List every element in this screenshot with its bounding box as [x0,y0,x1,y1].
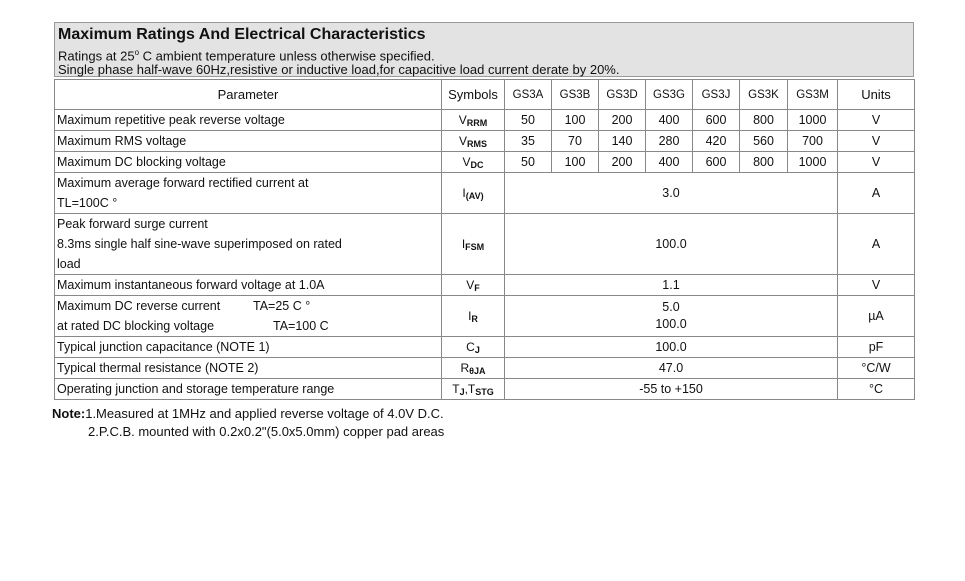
col-parameter: Parameter [55,80,442,110]
col-part: GS3A [505,80,552,110]
table-row [55,337,915,358]
col-part: GS3K [740,80,788,110]
col-part: GS3G [646,80,693,110]
note-text: 1.Measured at 1MHz and applied reverse voltage of 4.0V D.C. [85,406,444,421]
symbol-cell [442,173,505,214]
unit-cell: °C [838,379,915,400]
load-conditions: Single phase half-wave 60Hz,resistive or inductive load,for capacitive load current derate by 20%. [58,62,620,77]
param-cell: Maximum DC blocking voltage [55,152,442,173]
symbol-sub: (AV) [465,190,484,201]
condition-text: TA=25 C ° [253,299,311,313]
unit-cell: A [838,173,915,214]
symbol-main: ,T [464,381,476,396]
symbol-main: I [461,236,466,251]
value-cell: 140 [599,131,646,152]
symbol-main: V [458,112,467,127]
symbol-main: I [468,308,472,323]
symbol-main: T [452,381,460,396]
symbol-sub: J [459,386,465,397]
param-cell: Maximum instantaneous forward voltage at 1.0A [55,275,442,296]
value-cell: 100 [552,152,599,173]
table-row [55,214,915,275]
value-cell: 600 [693,152,740,173]
param-line [57,316,439,336]
param-line: load [57,257,81,271]
value-cell: 800 [740,110,788,131]
symbol-sub: R [471,313,478,324]
param-cell: Maximum repetitive peak reverse voltage [55,110,442,131]
unit-cell: V [838,275,915,296]
value-cell: 200 [599,152,646,173]
conditions-text-a: Ratings at 25 [58,48,135,64]
param-cell: Operating junction and storage temperature range [55,379,442,400]
symbol-main: V [466,277,475,292]
value-cell: 100 [552,110,599,131]
symbol-cell [442,131,505,152]
unit-cell: µA [838,296,915,337]
symbol-sub: RRM [466,117,488,128]
value-cell: 280 [646,131,693,152]
value-cell: 560 [740,131,788,152]
table-row [55,110,915,131]
symbol-cell [442,358,505,379]
value-cell: -55 to +150 [505,379,838,400]
param-line: 8.3ms single half sine-wave superimposed on rated [57,237,342,251]
symbol-sub: STG [475,386,494,397]
value-cell: 1000 [788,110,838,131]
value-cell: 200 [599,110,646,131]
note-line-1 [52,405,444,423]
value-cell [505,296,838,337]
table-row [55,173,915,214]
value-line: 100.0 [655,317,687,331]
value-cell: 100.0 [505,214,838,275]
value-cell: 100.0 [505,337,838,358]
value-cell: 35 [505,131,552,152]
symbol-sub: FSM [465,241,485,252]
param-cell: Typical junction capacitance (NOTE 1) [55,337,442,358]
value-cell: 420 [693,131,740,152]
col-symbols: Symbols [442,80,505,110]
param-text: at rated DC blocking voltage [57,319,215,333]
param-line: Maximum average forward rectified current at [57,176,309,190]
value-cell: 50 [505,152,552,173]
value-cell: 700 [788,131,838,152]
symbol-cell [442,296,505,337]
table-row [55,275,915,296]
symbol-sub: θJA [469,365,486,376]
table-row [55,152,915,173]
unit-cell: °C/W [838,358,915,379]
table-row [55,296,915,337]
param-cell [55,296,442,337]
symbol-cell [442,337,505,358]
param-cell [55,214,442,275]
conditions-text-b: C ambient temperature unless otherwise specified. [139,48,435,64]
symbol-main: V [462,154,471,169]
col-part: GS3J [693,80,740,110]
value-cell: 1.1 [505,275,838,296]
unit-cell: A [838,214,915,275]
param-line: Peak forward surge current [57,217,208,231]
symbol-cell [442,275,505,296]
section-title: Maximum Ratings And Electrical Characteristics [58,26,426,43]
unit-cell: V [838,152,915,173]
param-text: Maximum DC reverse current [57,299,221,313]
table-row [55,358,915,379]
degree-mark: o [134,48,140,57]
symbol-cell [442,110,505,131]
notes-section [52,405,444,441]
symbol-main: V [458,133,467,148]
table-row [55,131,915,152]
symbol-cell [442,152,505,173]
table-row [55,379,915,400]
value-line: 5.0 [662,300,680,314]
value-cell: 70 [552,131,599,152]
value-cell: 50 [505,110,552,131]
col-part: GS3B [552,80,599,110]
symbol-main: I [462,185,466,200]
header-panel [54,22,914,77]
param-cell [55,173,442,214]
condition-text: TA=100 C [273,319,329,333]
col-part: GS3M [788,80,838,110]
symbol-sub: DC [470,159,484,170]
note-line-2: 2.P.C.B. mounted with 0.2x0.2"(5.0x5.0mm) copper pad areas [88,424,445,439]
col-units: Units [838,80,915,110]
value-cell: 400 [646,110,693,131]
symbol-cell [442,214,505,275]
unit-cell: V [838,131,915,152]
param-cell: Typical thermal resistance (NOTE 2) [55,358,442,379]
unit-cell: V [838,110,915,131]
unit-cell: pF [838,337,915,358]
col-part: GS3D [599,80,646,110]
symbol-main: C [466,339,475,354]
header-row [55,80,915,110]
param-line [57,296,439,316]
symbol-main: R [460,360,470,375]
value-cell: 1000 [788,152,838,173]
symbol-cell [442,379,505,400]
value-cell: 600 [693,110,740,131]
symbol-sub: F [474,282,480,293]
ratings-table [54,79,915,400]
symbol-sub: J [474,344,480,355]
param-line: TL=100C ° [57,196,118,210]
symbol-sub: RMS [467,138,487,149]
value-cell: 800 [740,152,788,173]
value-cell: 400 [646,152,693,173]
value-cell: 3.0 [505,173,838,214]
value-cell: 47.0 [505,358,838,379]
param-cell: Maximum RMS voltage [55,131,442,152]
notes-label: Note: [52,406,86,421]
